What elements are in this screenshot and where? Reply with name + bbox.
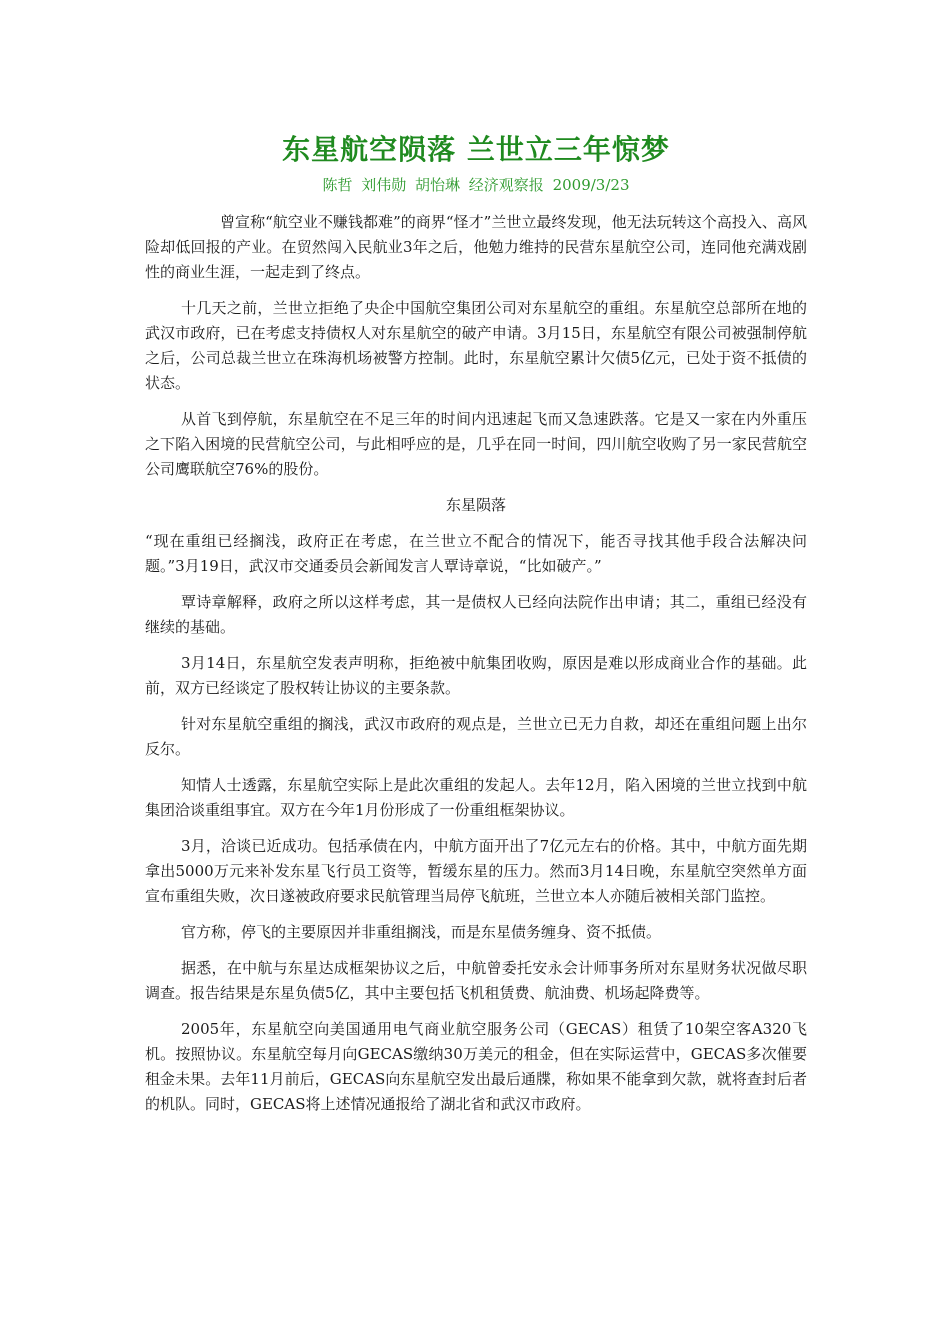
paragraph-10: 官方称，停飞的主要原因并非重组搁浅，而是东星债务缠身、资不抵债。 [181, 923, 662, 941]
paragraph-5: 覃诗章解释，政府之所以这样考虑，其一是债权人已经向法院作出申请；其二，重组已经没有继续的基础。 [145, 593, 807, 636]
paragraph-7: 针对东星航空重组的搁浅，武汉市政府的观点是，兰世立已无力自救，却还在重组问题上出尔反尔。 [145, 715, 807, 758]
paragraph-3: 从首飞到停航，东星航空在不足三年的时间内迅速起飞而又急速跌落。它是又一家在内外重压之下陷入困境的民营航空公司，与此相呼应的是，几乎在同一时间，四川航空收购了另一家民营航空公司鹰联航空76%的股份。 [145, 410, 807, 478]
paragraph-11: 据悉，在中航与东星达成框架协议之后，中航曾委托安永会计师事务所对东星财务状况做尽职调查。报告结果是东星负债5亿，其中主要包括飞机租赁费、航油费、机场起降费等。 [145, 959, 807, 1002]
paragraph-6: 3月14日，东星航空发表声明称，拒绝被中航集团收购，原因是难以形成商业合作的基础。此前，双方已经谈定了股权转让协议的主要条款。 [145, 654, 807, 697]
article [145, 128, 807, 1128]
paragraph-9: 3月，洽谈已近成功。包括承债在内，中航方面开出了7亿元左右的价格。其中，中航方面先期拿出5000万元来补发东星飞行员工资等，暂缓东星的压力。然而3月14日晚，东星航空突然单方面宣布重组失败，次日遂被政府要求民航管理当局停飞航班，兰世立本人亦随后被相关部门监控。 [145, 837, 807, 905]
article-title: 东星航空陨落 兰世立三年惊梦 [282, 133, 670, 166]
paragraph-8: 知情人士透露，东星航空实际上是此次重组的发起人。去年12月，陷入困境的兰世立找到中航集团洽谈重组事宜。双方在今年1月份形成了一份重组框架协议。 [145, 776, 807, 819]
article-byline: 陈哲 刘伟勋 胡怡琳 经济观察报 2009/3/23 [322, 176, 630, 194]
paragraph-2: 十几天之前，兰世立拒绝了央企中国航空集团公司对东星航空的重组。东星航空总部所在地的武汉市政府，已在考虑支持债权人对东星航空的破产申请。3月15日，东星航空有限公司被强制停航之后，公司总裁兰世立在珠海机场被警方控制。此时，东星航空累计欠债5亿元，已处于资不抵债的状态。 [145, 299, 807, 392]
paragraph-4: “现在重组已经搁浅，政府正在考虑，在兰世立不配合的情况下，能否寻找其他手段合法解决问题。”3月19日，武汉市交通委员会新闻发言人覃诗章说，“比如破产。” [145, 532, 807, 575]
paragraph-12: 2005年，东星航空向美国通用电气商业航空服务公司（GECAS）租赁了10架空客A320飞机。按照协议。东星航空每月向GECAS缴纳30万美元的租金，但在实际运营中，GECAS多次催要租金未果。去年11月前后，GECAS向东星航空发出最后通牒，称如果不能拿到欠款，就将查封后者的机队。同时，GECAS将上述情况通报给了湖北省和武汉市政府。 [145, 1020, 807, 1113]
paragraph-1: 曾宣称“航空业不赚钱都难”的商界“怪才”兰世立最终发现，他无法玩转这个高投入、高风险却低回报的产业。在贸然闯入民航业3年之后，他勉力维持的民营东星航空公司，连同他充满戏剧性的商业生涯，一起走到了终点。 [145, 213, 807, 281]
section-heading: 东星陨落 [445, 496, 506, 514]
